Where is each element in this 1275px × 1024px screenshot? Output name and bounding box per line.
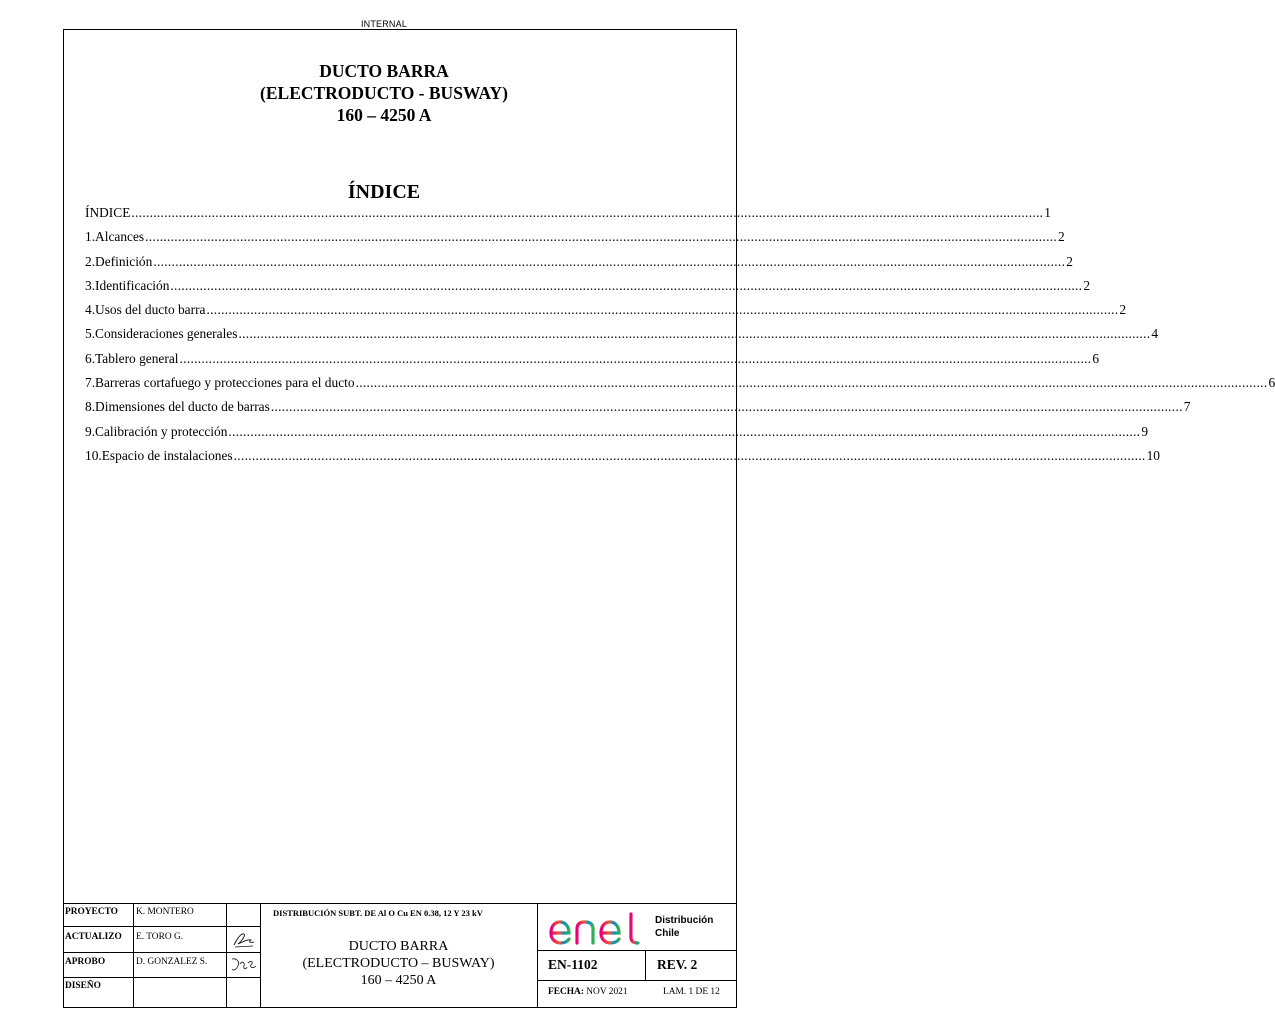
table-rule xyxy=(133,904,134,1008)
table-rule xyxy=(226,904,227,1008)
classification-label: INTERNAL xyxy=(360,19,408,29)
toc-entry[interactable] xyxy=(85,447,1160,472)
toc-entry[interactable] xyxy=(85,399,1191,423)
toc-entry-label: Usos del ducto barra xyxy=(95,302,206,318)
role-label: DISEÑO xyxy=(65,981,101,991)
toc-entry-page: 1 xyxy=(1044,205,1051,220)
toc-leader-dots xyxy=(153,254,1065,270)
title-block-table xyxy=(63,903,737,1008)
toc-entry[interactable] xyxy=(85,423,1149,448)
table-rule xyxy=(537,904,538,1008)
title-line-1: DUCTO BARRA xyxy=(319,61,449,81)
toc-leader-dots xyxy=(180,351,1092,367)
table-rule xyxy=(537,950,737,951)
toc-entry-page: 6 xyxy=(1092,350,1100,366)
toc-entry-number: 2. xyxy=(85,253,96,269)
toc-entry-number: 4. xyxy=(85,302,96,318)
sheet-number: LAM. 1 DE 12 xyxy=(663,987,720,997)
toc-entry-label: Alcances xyxy=(95,229,145,245)
enel-logo xyxy=(547,911,645,947)
role-label: ACTUALIZO xyxy=(65,932,122,942)
toc-entry-number: 6. xyxy=(85,350,96,366)
toc-leader-dots xyxy=(271,399,1183,415)
role-name: D. GONZALEZ S. xyxy=(136,957,208,967)
toc-entry-number: 3. xyxy=(85,277,96,293)
doc-title-line-2: (ELECTRODUCTO – BUSWAY) xyxy=(302,956,495,971)
document-code: EN-1102 xyxy=(548,957,598,972)
toc-entry[interactable] xyxy=(85,350,1100,375)
toc-entry-label: ÍNDICE xyxy=(85,205,131,220)
toc-entry[interactable] xyxy=(85,205,1051,229)
toc-leader-dots xyxy=(228,424,1140,440)
doc-title-line-3: 160 – 4250 A xyxy=(360,973,437,988)
toc-leader-dots xyxy=(234,448,1146,464)
toc-leader-dots xyxy=(238,326,1150,342)
toc-entry-number: 10. xyxy=(85,447,102,463)
role-label: PROYECTO xyxy=(65,907,118,917)
toc-entry-page: 9 xyxy=(1141,423,1149,439)
toc-entry-label: Calibración y protección xyxy=(95,423,228,439)
date-label: FECHA: xyxy=(548,987,584,997)
toc-entry-label: Espacio de instalaciones xyxy=(101,447,233,463)
toc-entry-number: 8. xyxy=(85,399,96,415)
role-name: E. TORO G. xyxy=(136,932,184,942)
toc-entry-page: 2 xyxy=(1119,302,1127,318)
toc-entry-number: 9. xyxy=(85,423,96,439)
toc-entry[interactable] xyxy=(85,302,1127,326)
toc-entry-label: Tablero general xyxy=(95,350,179,366)
role-name: K. MONTERO xyxy=(136,907,194,917)
toc-entry-page: 7 xyxy=(1183,399,1191,415)
index-heading: ÍNDICE xyxy=(347,181,421,203)
table-of-contents xyxy=(85,205,1275,472)
toc-entry[interactable] xyxy=(85,229,1065,253)
toc-entry-number: 7. xyxy=(85,375,96,391)
toc-entry[interactable] xyxy=(85,375,1275,399)
toc-entry-label: Definición xyxy=(95,253,153,269)
toc-entry-label: Consideraciones generales xyxy=(95,326,238,342)
toc-entry-page: 2 xyxy=(1058,229,1065,245)
description-header: DISTRIBUCIÓN SUBT. DE Al O Cu EN 0.38, 12 Y 23 kV xyxy=(273,908,483,918)
toc-entry-number: 1. xyxy=(85,229,96,245)
division-line-2: Chile xyxy=(655,928,680,939)
table-rule xyxy=(537,980,737,981)
toc-entry[interactable] xyxy=(85,253,1073,278)
toc-leader-dots xyxy=(145,229,1057,245)
title-line-3: 160 – 4250 A xyxy=(336,105,432,125)
role-label: APROBO xyxy=(65,957,106,967)
toc-entry-label: Identificación xyxy=(95,277,170,293)
toc-leader-dots xyxy=(356,375,1268,391)
toc-entry-page: 6 xyxy=(1268,375,1275,391)
doc-title-line-1: DUCTO BARRA xyxy=(348,939,449,954)
toc-entry[interactable] xyxy=(85,326,1159,350)
date-field xyxy=(548,987,628,997)
signature-icon xyxy=(229,954,259,976)
document-title xyxy=(0,60,768,126)
toc-leader-dots xyxy=(131,205,1043,221)
table-rule xyxy=(63,926,260,927)
toc-entry-label: Barreras cortafuego y protecciones para el ducto xyxy=(95,375,355,391)
division-line-1: Distribución xyxy=(655,915,714,926)
table-rule xyxy=(63,952,260,953)
title-line-2: (ELECTRODUCTO - BUSWAY) xyxy=(260,83,508,103)
company-division xyxy=(655,914,713,940)
toc-entry-page: 2 xyxy=(1066,253,1073,269)
toc-leader-dots xyxy=(170,278,1082,294)
toc-entry-number: 5. xyxy=(85,326,96,342)
toc-entry-page: 4 xyxy=(1151,326,1159,342)
toc-entry-label: Dimensiones del ducto de barras xyxy=(95,399,270,415)
page-frame xyxy=(63,29,737,1008)
signature-icon xyxy=(231,930,257,950)
logo-wordmark: enel xyxy=(547,909,549,910)
table-rule xyxy=(645,950,646,980)
toc-entry[interactable] xyxy=(85,277,1091,302)
toc-entry-page: 10 xyxy=(1146,447,1160,463)
toc-entry-page: 2 xyxy=(1083,277,1091,293)
date-value: NOV 2021 xyxy=(586,987,628,997)
title-block-doc-title xyxy=(260,938,537,989)
revision: REV. 2 xyxy=(657,957,698,972)
toc-leader-dots xyxy=(207,302,1119,318)
table-rule xyxy=(63,977,260,978)
